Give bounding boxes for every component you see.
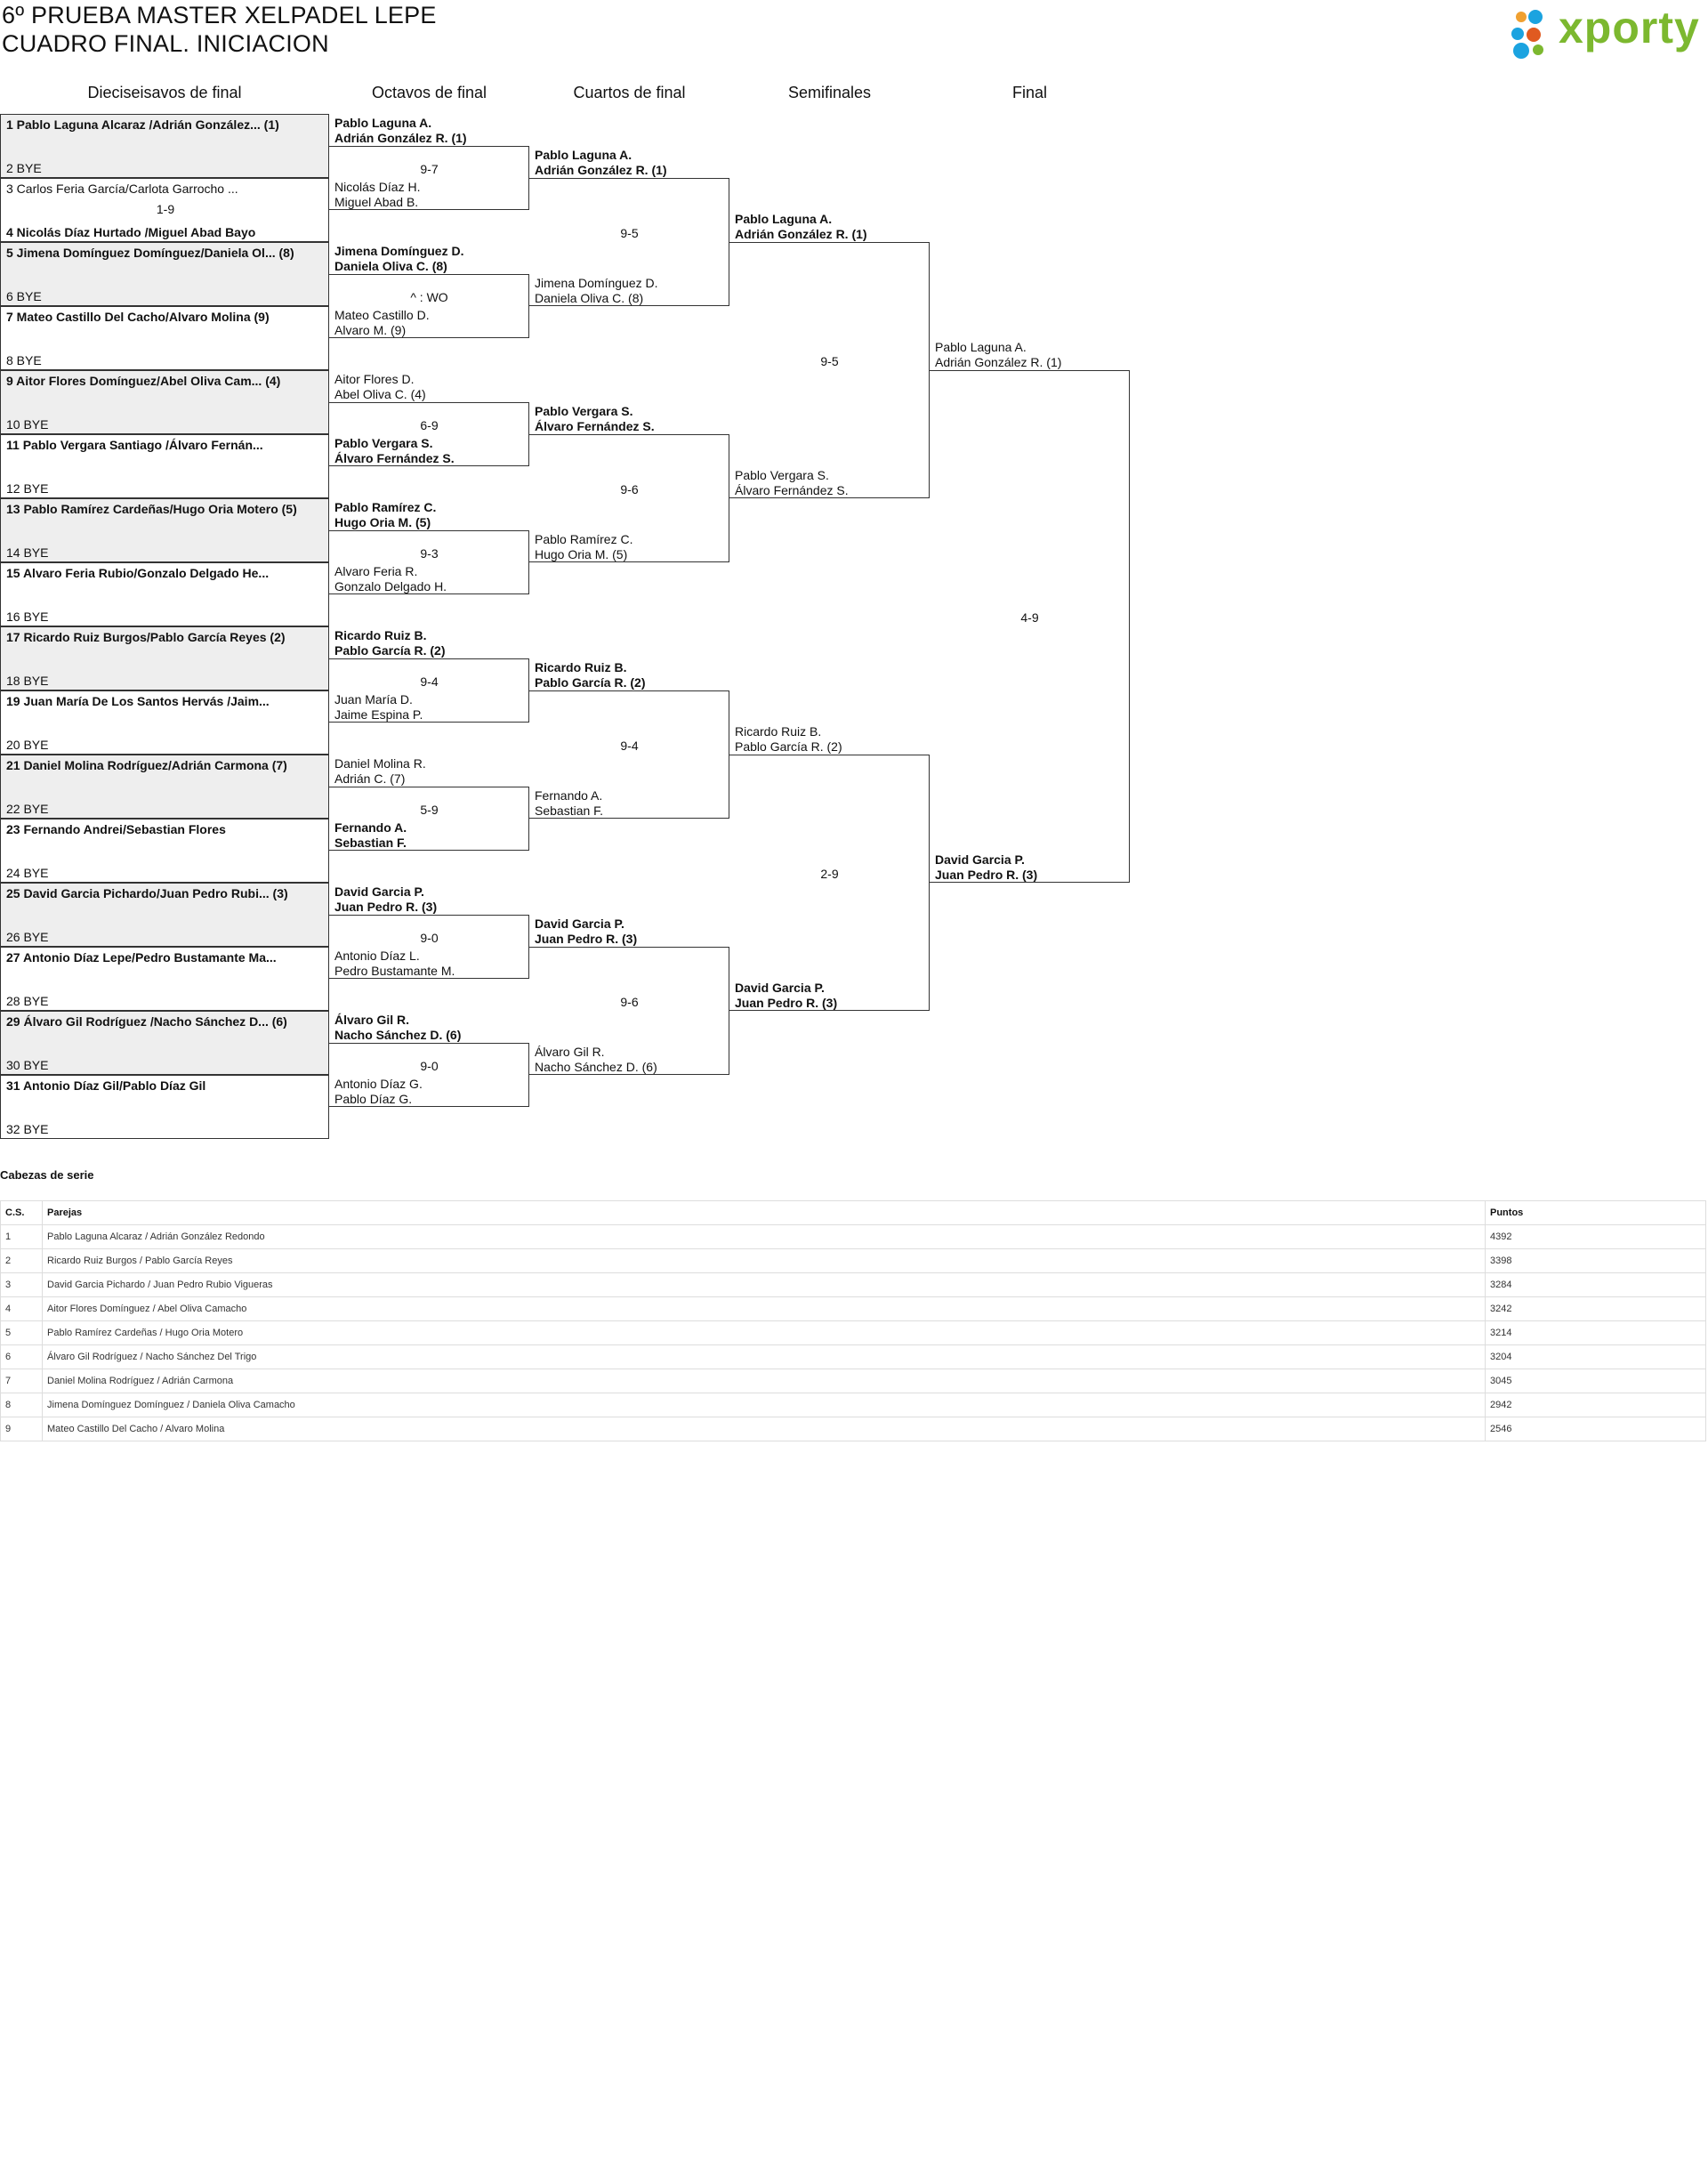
player-name: Adrián González R. (1): [535, 163, 667, 177]
r1-team-top: 13 Pablo Ramírez Cardeñas/Hugo Oria Motero (5): [6, 502, 297, 516]
r1-team-top: 21 Daniel Molina Rodríguez/Adrián Carmona (7): [6, 758, 287, 772]
player-name: Miguel Abad B.: [334, 195, 419, 209]
player-name: Juan María D.: [334, 692, 413, 707]
r1-team-bottom: 12 BYE: [6, 481, 49, 496]
player-name: Ricardo Ruiz B.: [334, 628, 427, 642]
player-name: Juan Pedro R. (3): [334, 900, 438, 914]
player-name: Pablo Laguna A.: [334, 116, 432, 130]
points-cell: 3242: [1486, 1297, 1706, 1321]
logo-wordmark: xporty: [1559, 3, 1700, 52]
column-header-seed: C.S.: [1, 1201, 43, 1225]
pair-cell: Pablo Laguna Alcaraz / Adrián González Redondo: [43, 1225, 1486, 1249]
player-name: Pablo García R. (2): [334, 643, 446, 658]
r1-team-bottom: 20 BYE: [6, 738, 49, 752]
page-subtitle: CUADRO FINAL. INICIACION: [2, 30, 329, 57]
r2-team-top: [334, 628, 526, 658]
seed-cell: 5: [1, 1321, 43, 1345]
player-name: Álvaro Fernández S.: [334, 451, 455, 465]
r1-team-top: 5 Jimena Domínguez Domínguez/Daniela Ol... (8): [6, 246, 294, 260]
player-name: Abel Oliva C. (4): [334, 387, 426, 401]
r4-team-bottom: [735, 981, 926, 1011]
table-row: [1, 1369, 1706, 1393]
r5-bracket-box: [930, 370, 1130, 883]
player-name: Fernando A.: [334, 820, 407, 835]
player-name: Adrián González R. (1): [935, 355, 1062, 369]
r1-match-box: [0, 242, 329, 306]
player-name: Jimena Domínguez D.: [334, 244, 464, 258]
r1-match-box: [0, 498, 329, 562]
r2-score: 9-7: [420, 162, 439, 176]
r1-team-bottom: 16 BYE: [6, 610, 49, 624]
r3-team-top: [535, 404, 726, 434]
seed-cell: 1: [1, 1225, 43, 1249]
player-name: Daniel Molina R.: [334, 756, 426, 771]
player-name: Pablo Vergara S.: [535, 404, 633, 418]
seed-cell: 4: [1, 1297, 43, 1321]
r1-match-box: [0, 306, 329, 370]
player-name: David Garcia P.: [535, 916, 624, 931]
r3-team-top: [535, 916, 726, 947]
points-cell: 3214: [1486, 1321, 1706, 1345]
points-cell: 3204: [1486, 1345, 1706, 1369]
table-row: [1, 1321, 1706, 1345]
r1-team-top: 15 Alvaro Feria Rubio/Gonzalo Delgado He...: [6, 566, 270, 580]
r3-score: 9-5: [620, 226, 639, 240]
player-name: Juan Pedro R. (3): [935, 868, 1038, 882]
r4-score: 2-9: [820, 867, 839, 881]
r2-team-top: [334, 500, 526, 530]
player-name: Juan Pedro R. (3): [535, 932, 638, 946]
r2-team-top: [334, 116, 526, 146]
player-name: Álvaro Fernández S.: [735, 483, 849, 497]
round-heading-r1: Dieciseisavos de final: [87, 84, 242, 101]
r3-team-top: [535, 660, 726, 690]
r1-match-box: [0, 755, 329, 819]
round-heading-r3: Cuartos de final: [573, 84, 686, 101]
table-row: [1, 1225, 1706, 1249]
points-cell: 2546: [1486, 1417, 1706, 1441]
player-name: Adrián C. (7): [334, 771, 406, 786]
player-name: Pablo Laguna A.: [735, 212, 833, 226]
r2-team-bottom: [334, 564, 526, 594]
player-name: Alvaro Feria R.: [334, 564, 418, 578]
xporty-logo: [1505, 4, 1704, 61]
player-name: Hugo Oria M. (5): [535, 547, 628, 561]
r1-team-top: 23 Fernando Andrei/Sebastian Flores: [6, 822, 226, 836]
r4-team-bottom: [735, 468, 926, 498]
player-name: Juan Pedro R. (3): [735, 996, 838, 1010]
r5-team-top: [935, 340, 1126, 370]
r2-score: 9-0: [420, 1059, 439, 1073]
r3-team-bottom: [535, 532, 726, 562]
points-cell: 4392: [1486, 1225, 1706, 1249]
r1-team-top: 7 Mateo Castillo Del Cacho/Alvaro Molina (9): [6, 310, 270, 324]
round-heading-r5: Final: [1011, 84, 1047, 101]
r2-score: 6-9: [420, 418, 439, 432]
r2-score: 9-4: [420, 674, 439, 689]
r4-team-top: [735, 724, 926, 755]
player-name: Pablo Díaz G.: [334, 1092, 413, 1106]
r1-team-top: 29 Álvaro Gil Rodríguez /Nacho Sánchez D... (6): [6, 1014, 287, 1029]
r1-team-bottom: 26 BYE: [6, 930, 49, 944]
r2-team-top: [334, 1013, 526, 1043]
round-heading-r2: Octavos de final: [371, 84, 487, 101]
r1-team-bottom: 6 BYE: [6, 289, 42, 303]
r1-match-box: [0, 819, 329, 883]
player-name: Nacho Sánchez D. (6): [334, 1028, 462, 1042]
r1-match-box: [0, 626, 329, 690]
r1-team-top: 3 Carlos Feria García/Carlota Garrocho ...: [6, 182, 238, 196]
r1-team-top: 11 Pablo Vergara Santiago /Álvaro Fernán...: [6, 438, 263, 452]
r1-match-box: [0, 114, 329, 178]
player-name: Álvaro Gil R.: [334, 1013, 410, 1027]
page-title: 6º PRUEBA MASTER XELPADEL LEPE: [2, 2, 437, 28]
r1-match-box: [0, 1011, 329, 1075]
player-name: Ricardo Ruiz B.: [535, 660, 627, 674]
r1-team-top: 19 Juan María De Los Santos Hervás /Jaim...: [6, 694, 270, 708]
r2-team-bottom: [334, 949, 526, 979]
player-name: Pablo García R. (2): [735, 739, 842, 754]
r2-team-top: [334, 244, 526, 274]
r1-team-bottom: 22 BYE: [6, 802, 49, 816]
r2-score: 9-0: [420, 931, 439, 945]
r1-team-bottom: 14 BYE: [6, 545, 49, 560]
r1-team-top: 31 Antonio Díaz Gil/Pablo Díaz Gil: [6, 1078, 206, 1093]
r2-score: 5-9: [420, 803, 439, 817]
r3-team-top: [535, 148, 726, 178]
points-cell: 3284: [1486, 1273, 1706, 1297]
r2-score: ^ : WO: [410, 290, 448, 304]
pair-cell: Daniel Molina Rodríguez / Adrián Carmona: [43, 1369, 1486, 1393]
player-name: David Garcia P.: [735, 981, 825, 995]
r1-team-bottom: 30 BYE: [6, 1058, 49, 1072]
r1-team-top: 17 Ricardo Ruiz Burgos/Pablo García Reyes (2): [6, 630, 286, 644]
pair-cell: Pablo Ramírez Cardeñas / Hugo Oria Motero: [43, 1321, 1486, 1345]
player-name: Pedro Bustamante M.: [334, 964, 455, 978]
r1-team-top: 25 David Garcia Pichardo/Juan Pedro Rubi... (3): [6, 886, 288, 900]
logo-dots-icon: [1505, 4, 1559, 61]
round-heading-r4: Semifinales: [787, 84, 872, 101]
r1-score: 1-9: [156, 202, 175, 216]
r1-team-bottom: 2 BYE: [6, 161, 42, 175]
r2-team-top: [334, 884, 526, 915]
r1-team-bottom: 32 BYE: [6, 1122, 49, 1136]
seeds-label: Cabezas de serie: [0, 1168, 94, 1182]
r2-team-top: [334, 756, 526, 787]
r1-team-bottom: 4 Nicolás Díaz Hurtado /Miguel Abad Bayo: [6, 225, 256, 239]
seed-cell: 2: [1, 1249, 43, 1273]
pair-cell: Álvaro Gil Rodríguez / Nacho Sánchez Del Trigo: [43, 1345, 1486, 1369]
player-name: Pablo Ramírez C.: [334, 500, 437, 514]
r1-match-box: [0, 690, 329, 755]
r2-team-bottom: [334, 692, 526, 723]
column-header-pairs: Parejas: [43, 1201, 1486, 1225]
player-name: Pablo Laguna A.: [935, 340, 1027, 354]
r1-match-box: [0, 1075, 329, 1139]
r5-team-bottom: [935, 852, 1126, 883]
player-name: Pablo Vergara S.: [334, 436, 433, 450]
player-name: Gonzalo Delgado H.: [334, 579, 447, 593]
r1-team-top: 9 Aitor Flores Domínguez/Abel Oliva Cam... (4): [6, 374, 281, 388]
table-row: [1, 1417, 1706, 1441]
player-name: Pablo García R. (2): [535, 675, 646, 690]
r1-match-box: [0, 947, 329, 1011]
r5-score: 4-9: [1020, 610, 1039, 625]
r1-match-box: [0, 370, 329, 434]
player-name: Mateo Castillo D.: [334, 308, 430, 322]
player-name: Nicolás Díaz H.: [334, 180, 421, 194]
table-row: [1, 1297, 1706, 1321]
player-name: Jimena Domínguez D.: [535, 276, 658, 290]
table-header-row: [1, 1201, 1706, 1225]
r3-team-bottom: [535, 788, 726, 819]
table-row: [1, 1249, 1706, 1273]
points-cell: 2942: [1486, 1393, 1706, 1417]
player-name: Aitor Flores D.: [334, 372, 415, 386]
r1-match-box: [0, 883, 329, 947]
player-name: Pablo Laguna A.: [535, 148, 632, 162]
player-name: Antonio Díaz L.: [334, 949, 420, 963]
r2-team-bottom: [334, 180, 526, 210]
r3-team-bottom: [535, 1045, 726, 1075]
pair-cell: Ricardo Ruiz Burgos / Pablo García Reyes: [43, 1249, 1486, 1273]
r3-team-bottom: [535, 276, 726, 306]
pair-cell: Mateo Castillo Del Cacho / Alvaro Molina: [43, 1417, 1486, 1441]
seed-cell: 9: [1, 1417, 43, 1441]
r4-team-top: [735, 212, 926, 242]
player-name: David Garcia P.: [935, 852, 1025, 867]
r1-match-box: [0, 562, 329, 626]
table-row: [1, 1345, 1706, 1369]
seed-cell: 7: [1, 1369, 43, 1393]
player-name: Antonio Díaz G.: [334, 1077, 423, 1091]
r2-team-top: [334, 372, 526, 402]
r1-team-top: 1 Pablo Laguna Alcaraz /Adrián González... (1): [6, 117, 279, 132]
player-name: Nacho Sánchez D. (6): [535, 1060, 657, 1074]
r1-team-bottom: 24 BYE: [6, 866, 49, 880]
player-name: Daniela Oliva C. (8): [334, 259, 447, 273]
r2-team-bottom: [334, 1077, 526, 1107]
player-name: Jaime Espina P.: [334, 707, 423, 722]
player-name: Hugo Oria M. (5): [334, 515, 431, 529]
pair-cell: Aitor Flores Domínguez / Abel Oliva Camacho: [43, 1297, 1486, 1321]
player-name: Sebastian F.: [535, 803, 604, 818]
player-name: David Garcia P.: [334, 884, 424, 899]
pair-cell: Jimena Domínguez Domínguez / Daniela Oliva Camacho: [43, 1393, 1486, 1417]
player-name: Pablo Vergara S.: [735, 468, 829, 482]
table-row: [1, 1273, 1706, 1297]
r1-team-bottom: 8 BYE: [6, 353, 42, 367]
r2-team-bottom: [334, 436, 526, 466]
r2-score: 9-3: [420, 546, 439, 561]
player-name: Pablo Ramírez C.: [535, 532, 633, 546]
points-cell: 3045: [1486, 1369, 1706, 1393]
r3-score: 9-6: [620, 482, 639, 497]
r2-team-bottom: [334, 820, 526, 851]
player-name: Ricardo Ruiz B.: [735, 724, 822, 739]
r4-bracket-box: [729, 755, 930, 1011]
r3-score: 9-6: [620, 995, 639, 1009]
points-cell: 3398: [1486, 1249, 1706, 1273]
r3-score: 9-4: [620, 739, 639, 753]
player-name: Fernando A.: [535, 788, 603, 803]
seed-cell: 3: [1, 1273, 43, 1297]
r1-match-box: [0, 178, 329, 242]
seed-cell: 6: [1, 1345, 43, 1369]
player-name: Álvaro Fernández S.: [535, 419, 655, 433]
r1-match-box: [0, 434, 329, 498]
r4-score: 9-5: [820, 354, 839, 368]
seed-cell: 8: [1, 1393, 43, 1417]
seeds-table: [0, 1200, 1706, 1441]
r2-team-bottom: [334, 308, 526, 338]
r4-bracket-box: [729, 242, 930, 498]
r1-team-top: 27 Antonio Díaz Lepe/Pedro Bustamante Ma...: [6, 950, 277, 965]
r1-team-bottom: 18 BYE: [6, 674, 49, 688]
player-name: Daniela Oliva C. (8): [535, 291, 644, 305]
player-name: Adrián González R. (1): [735, 227, 867, 241]
table-row: [1, 1393, 1706, 1417]
player-name: Sebastian F.: [334, 836, 407, 850]
column-header-points: Puntos: [1486, 1201, 1706, 1225]
pair-cell: David Garcia Pichardo / Juan Pedro Rubio Vigueras: [43, 1273, 1486, 1297]
player-name: Alvaro M. (9): [334, 323, 407, 337]
r1-team-bottom: 28 BYE: [6, 994, 49, 1008]
r1-team-bottom: 10 BYE: [6, 417, 49, 432]
player-name: Adrián González R. (1): [334, 131, 467, 145]
player-name: Álvaro Gil R.: [535, 1045, 605, 1059]
